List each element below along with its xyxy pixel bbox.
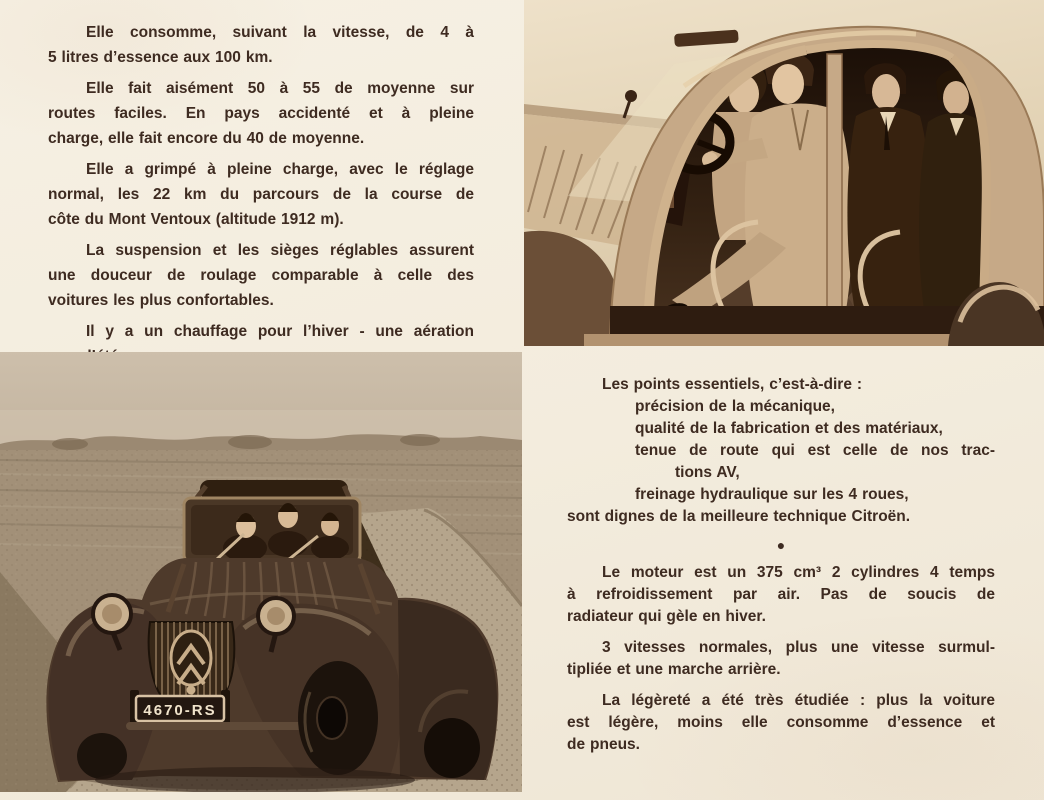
bumper [126, 722, 312, 730]
text-line: voitures les plus confortables. [48, 292, 274, 309]
text-line: freinage hydraulique sur les 4 roues, [635, 486, 909, 503]
license-plate: 4670-RS [143, 702, 217, 719]
text-line: tions AV, [675, 464, 740, 481]
text-line: Elle fait aisément 50 à 55 de moyenne sur [86, 80, 474, 97]
paragraph [48, 157, 474, 232]
text-line: tenue de route qui est celle de nos trac- [635, 442, 995, 459]
paragraph [567, 374, 995, 528]
text-line: précision de la mécanique, [635, 398, 835, 415]
text-line: normal, les 22 km du parcours de la course de [48, 186, 474, 203]
paragraph [48, 20, 474, 70]
section-separator-bullet: ● [776, 537, 786, 553]
front-wheel [298, 661, 378, 775]
text-line: sont dignes de la meilleure technique Citroën. [567, 508, 911, 525]
text-line: est légère, moins elle consomme d’essence et [567, 714, 995, 731]
text-line: Elle a grimpé à pleine charge, avec le réglage [86, 161, 474, 178]
text-line: Elle consomme, suivant la vitesse, de 4 à [86, 24, 474, 41]
text-line: La suspension et les sièges réglables assurent [86, 242, 474, 259]
right-text-column [567, 374, 995, 765]
paragraph [567, 637, 995, 681]
b-pillar [827, 54, 842, 346]
text-line: tipliée et une marche arrière. [567, 661, 781, 678]
rear-wheel [424, 718, 480, 778]
under-car-shadow [95, 767, 415, 792]
text-line: de pneus. [567, 736, 640, 753]
road-photo [0, 352, 522, 792]
paragraph [48, 76, 474, 151]
left-wheel [77, 733, 127, 779]
text-line: 3 vitesses normales, plus une vitesse surmul- [602, 639, 995, 656]
grille [149, 622, 235, 701]
left-headlight [93, 595, 131, 633]
road-photo-art [0, 352, 522, 792]
text-line: qualité de la fabrication et des matériaux, [635, 420, 943, 437]
paragraph [567, 690, 995, 756]
text-line: à refroidissement par air. Pas de soucis de [567, 586, 995, 603]
text-line: charge, elle fait encore du 40 de moyenne. [48, 130, 365, 147]
interior-photo [524, 0, 1044, 346]
interior-photo-art [524, 0, 1044, 346]
text-line: routes faciles. En pays accidenté et à pleine [48, 105, 474, 122]
text-line: radiateur qui gèle en hiver. [567, 608, 766, 625]
text-line: Les points essentiels, c’est-à-dire : [602, 376, 863, 393]
paragraph [567, 562, 995, 628]
paragraph [48, 238, 474, 313]
license-plate-assembly [136, 696, 224, 721]
text-line: côte du Mont Ventoux (altitude 1912 m). [48, 211, 344, 228]
text-line: Le moteur est un 375 cm³ 2 cylindres 4 temps [602, 564, 995, 581]
right-headlight [258, 598, 294, 634]
left-text-column [48, 20, 474, 375]
text-line: La légèreté a été très étudiée : plus la voiture [602, 692, 995, 709]
text-line: 5 litres d’essence aux 100 km. [48, 49, 273, 66]
text-line: Il y a un chauffage pour l’hiver - une aération [86, 323, 474, 340]
text-line: une douceur de roulage comparable à celle des [48, 267, 474, 284]
